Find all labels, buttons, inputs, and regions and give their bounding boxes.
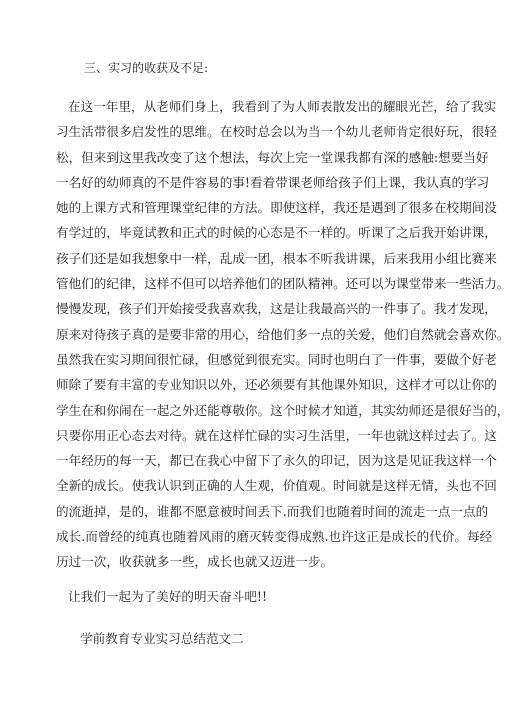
body-paragraph xyxy=(56,94,509,575)
paragraph-line: 只要你用正心态去对待。就在这样忙碌的实习生活里，一年也就这样过去了。这 xyxy=(56,427,497,443)
paragraph-line: 学生在和你闹在一起之外还能尊敬你。这个时候才知道，其实幼师还是很好当的， xyxy=(56,402,509,418)
paragraph-line: 一年经历的每一天，都已在我心中留下了永久的印记，因为这是见证我这样一个 xyxy=(56,453,497,469)
paragraph-line: 原来对待孩子真的是要非常的用心，给他们多一点的关爱，他们自然就会喜欢你。 xyxy=(56,326,509,342)
next-article-title: 学前教育专业实习总结范文二 xyxy=(80,630,244,646)
section-heading: 三、实习的收获及不足: xyxy=(84,61,209,75)
paragraph-line: 习生活带很多启发性的思维。在校时总会以为当一个幼儿老师肯定很好玩，很轻 xyxy=(56,124,497,140)
paragraph-line: 慢慢发现，孩子们开始接受我喜欢我，这是让我最高兴的一件事了。我才发现， xyxy=(56,301,497,317)
paragraph-line: 管他们的纪律，这样不但可以培养他们的团队精神。还可以为课堂带来一些活力。 xyxy=(56,276,509,292)
paragraph-line: 有学过的，毕竟试教和正式的时候的心态是不一样的。听课了之后我开始讲课， xyxy=(56,225,497,241)
paragraph-line: 成长.而曾经的纯真也随着风雨的磨灭转变得成熟.也许这正是成长的代价。每经 xyxy=(56,529,493,545)
paragraph-line: 虽然我在实习期间很忙碌，但感觉到很充实。同时也明白了一件事，要做个好老 xyxy=(56,351,497,367)
paragraph-line: 孩子们还是如我想象中一样，乱成一团，根本不听我讲课，后来我用小组比赛来 xyxy=(56,250,497,266)
closing-line: 让我们一起为了美好的明天奋斗吧!! xyxy=(68,588,268,604)
paragraph-line: 她的上课方式和管理课堂纪律的方法。即使这样，我还是遇到了很多在校期间没 xyxy=(56,200,497,216)
paragraph-line: 师除了要有丰富的专业知识以外，还必须要有其他课外知识，这样才可以让你的 xyxy=(56,377,497,393)
paragraph-line: 在这一年里，从老师们身上，我看到了为人师表散发出的耀眼光芒，给了我实 xyxy=(68,99,497,114)
paragraph-line: 全新的成长。使我认识到正确的人生观，价值观。时间就是这样无情，头也不回 xyxy=(56,478,497,494)
paragraph-line: 历过一次，收获就多一些，成长也就又迈进一步。 xyxy=(56,554,334,570)
paragraph-line: 的流逝掉，是的，谁都不愿意被时间丢下.而我们也随着时间的流走一点一点的 xyxy=(56,503,489,519)
paragraph-line: 一名好的幼师真的不是件容易的事!看着带课老师给孩子们上课，我认真的学习 xyxy=(56,174,490,190)
paragraph-line: 松，但来到这里我改变了这个想法，每次上完一堂课我都有深的感触:想要当好 xyxy=(56,149,489,165)
